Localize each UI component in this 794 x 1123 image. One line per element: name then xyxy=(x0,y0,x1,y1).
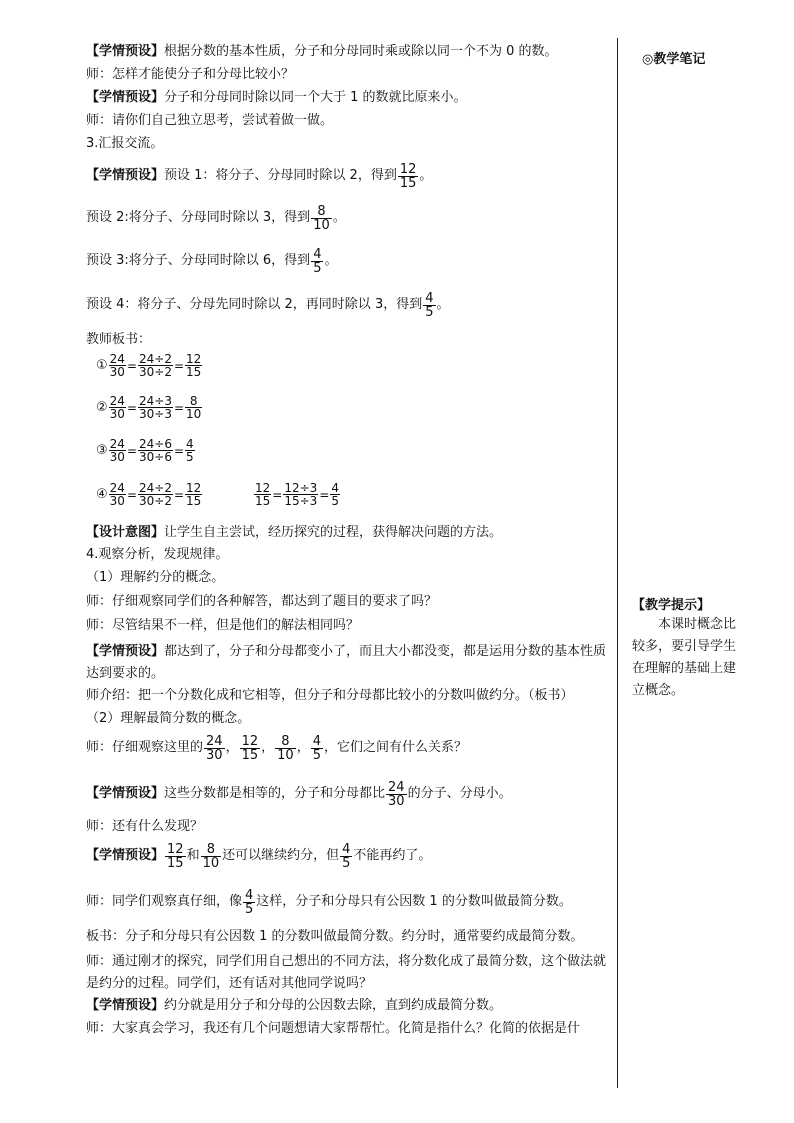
fraction: $\frac{4}{5}$ xyxy=(342,841,351,871)
text-paragraph xyxy=(86,641,614,685)
text-line: 师：怎样才能使分子和分母比较小？ xyxy=(86,67,295,82)
board-equation-3: ③ $\frac{24}{30}$ = $\frac{24\div 6}{30\div 6}$ = $\frac{4}{5}$ xyxy=(96,437,194,464)
text-line: 【学情预设】 $\frac{12}{15}$ 和 $\frac{8}{10}$ 还可以继续约分，但 $\frac{4}{5}$ 不能再约了。 xyxy=(86,841,432,871)
text-line: 4.观察分析，发现规律。 xyxy=(86,547,229,562)
line-text: 让学生自主尝试，经历探究的过程，获得解决问题的方法。 xyxy=(164,525,503,540)
line-text: 预设 1：将分子、分母同时除以 2，得到 xyxy=(164,168,397,183)
text-line: 教师板书： xyxy=(86,332,152,347)
text-line: 师：大家真会学习，我还有几个问题想请大家帮帮忙。化简是指什么？化简的依据是什 xyxy=(86,1021,581,1036)
fraction: $\frac{8}{10}$ xyxy=(202,841,220,871)
tag-label: 【学情预设】 xyxy=(86,90,165,105)
text-line: 师：请你们自己独立思考，尝试着做一做。 xyxy=(86,113,334,128)
fraction: $\frac{24}{30}$ xyxy=(388,779,405,809)
fraction: $\frac{24}{30}$ xyxy=(206,733,223,763)
line-text: 根据分数的基本性质，分子和分母同时乘或除以同一个不为 0 的数。 xyxy=(164,44,558,59)
column-divider xyxy=(617,38,618,1088)
text-line xyxy=(86,90,467,106)
text-line: 师：仔细观察同学们的各种解答，都达到了题目的要求了吗？ xyxy=(86,594,438,609)
line-text: 都达到了，分子和分母都变小了，而且大小都没变，都是运用分数的基本性质达到要求的。 xyxy=(86,644,607,681)
board-equation-1: ① $\frac{24}{30}$ = $\frac{24\div 2}{30\div 2}$ = $\frac{12}{15}$ xyxy=(96,352,202,379)
line-text: 预设 3:将分子、分母同时除以 6，得到 xyxy=(86,253,311,268)
tag-label: 【学情预设】 xyxy=(86,998,165,1013)
fraction: $\frac{4}{5}$ xyxy=(313,246,322,276)
line-text: 预设 4：将分子、分母先同时除以 2，再同时除以 3，得到 xyxy=(86,297,423,312)
text-line xyxy=(86,525,502,541)
fraction: $\frac{12}{15}$ xyxy=(167,841,184,871)
teaching-tip-title: 【教学提示】 xyxy=(632,598,711,613)
tag-label: 【设计意图】 xyxy=(86,525,165,540)
text-line: 预设 4：将分子、分母先同时除以 2，再同时除以 3，得到 $\frac{4}{5}$ 。 xyxy=(86,290,450,320)
text-line: 预设 2:将分子、分母同时除以 3，得到 $\frac{8}{10}$ 。 xyxy=(86,203,346,233)
tag-label: 【学情预设】 xyxy=(86,786,165,801)
text-line: 师：同学们观察真仔细，像 $\frac{4}{5}$ 这样，分子和分母只有公因数 1 的分数叫做最简分数。 xyxy=(86,887,572,917)
text-line: 师：仔细观察这里的 $\frac{24}{30}$ ， $\frac{12}{15}$ ， $\frac{8}{10}$ ， $\frac{4}{5}$ ，它们之间有什么关系？ xyxy=(86,733,467,763)
fraction: $\frac{8}{10}$ xyxy=(313,203,330,233)
fraction: $\frac{12}{15}$ xyxy=(241,733,259,763)
text-line xyxy=(86,44,558,60)
text-line: 【学情预设】 预设 1：将分子、分母同时除以 2，得到 $\frac{12}{15}$ 。 xyxy=(86,161,433,191)
text-line: 预设 3:将分子、分母同时除以 6，得到 $\frac{4}{5}$ 。 xyxy=(86,246,338,276)
board-equation-5: $\frac{12}{15}$ = $\frac{12\div 3}{15\div 3}$ = $\frac{4}{5}$ xyxy=(255,481,340,508)
fraction: $\frac{12}{15}$ xyxy=(399,161,417,191)
line-text: 约分就是用分子和分母的公因数去除，直到约成最简分数。 xyxy=(164,998,503,1013)
text-line xyxy=(86,998,502,1014)
text-line: 师：还有什么发现？ xyxy=(86,819,204,834)
tag-label: 【学情预设】 xyxy=(86,44,165,59)
text-line: （1）理解约分的概念。 xyxy=(86,570,225,585)
text-line: 板书：分子和分母只有公因数 1 的分数叫做最简分数。约分时，通常要约成最简分数。 xyxy=(86,929,584,944)
fraction: $\frac{4}{5}$ xyxy=(425,290,434,320)
text-line: 师：尽管结果不一样，但是他们的解法相同吗？ xyxy=(86,618,360,633)
text-line: （2）理解最简分数的概念。 xyxy=(86,711,251,726)
text-paragraph: 师：通过刚才的探究，同学们用自己想出的不同方法，将分数化成了最简分数，这个做法就是约分的过程。同学们，还有话对其他同学说吗？ xyxy=(86,954,607,991)
line-text: 预设 2:将分子、分母同时除以 3，得到 xyxy=(86,210,311,225)
fraction: $\frac{4}{5}$ xyxy=(312,733,321,763)
text-line: 师介绍：把一个分数化成和它相等，但分子和分母都比较小的分数叫做约分。（板书） xyxy=(86,688,574,703)
teaching-tip-text: 本课时概念比较多，要引导学生在理解的基础上建立概念。 xyxy=(632,617,737,698)
text-line: 【学情预设】 这些分数都是相等的，分子和分母都比 $\frac{24}{30}$ 的分子、分母小。 xyxy=(86,779,512,809)
text-line: 3.汇报交流。 xyxy=(86,136,164,151)
line-text: 分子和分母同时除以同一个大于 1 的数就比原来小。 xyxy=(164,90,467,105)
board-equation-4: ④ $\frac{24}{30}$ = $\frac{24\div 2}{30\div 2}$ = $\frac{12}{15}$ xyxy=(96,481,202,508)
fraction: $\frac{4}{5}$ xyxy=(245,887,254,917)
tag-label: 【学情预设】 xyxy=(86,168,165,183)
tag-label: 【学情预设】 xyxy=(86,848,165,863)
fraction: $\frac{8}{10}$ xyxy=(277,733,294,763)
teaching-notes-title: ◎教学笔记 xyxy=(642,52,706,67)
tag-label: 【学情预设】 xyxy=(86,644,165,659)
board-equation-2: ② $\frac{24}{30}$ = $\frac{24\div 3}{30\div 3}$ = $\frac{8}{10}$ xyxy=(96,394,202,421)
